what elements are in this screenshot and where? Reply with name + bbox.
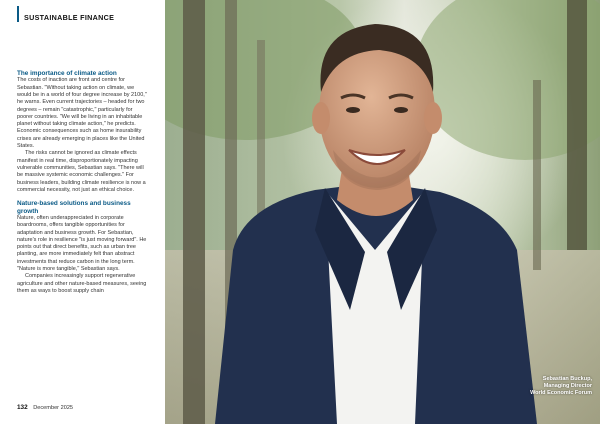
issue-date: December 2025	[33, 405, 74, 411]
portrait-photo	[165, 0, 600, 424]
caption-title: Managing Director	[543, 382, 592, 389]
section-rule	[17, 6, 19, 22]
section-label: SUSTAINABLE FINANCE	[24, 13, 115, 22]
paragraph-3: Nature, often underappreciated in corporate boardrooms, offers tangible opportunities for adaptation and business growth. For Sebastian, nature's role in resilience "is just moving forward". He points out that direct benefits, such as urban tree planting, are more immediately felt than abstract investments that reduce carbon in the long term. "Nature is more tangible," Sebastian says.	[17, 214, 147, 273]
page-footer	[17, 404, 73, 411]
ear-left	[312, 102, 330, 134]
paragraph-2: The risks cannot be ignored as climate effects manifest in real time, disproportionately impacting vulnerable communities, Sebastian says. "There will be massive systemic economic challenges." For business leaders, building climate resilience is now a commercial necessity, not just an ethical choice.	[17, 150, 146, 193]
paragraph-1: The costs of inaction are front and centre for Sebastian. "Without taking action on climate, we would be in a world of four degree increase by 2100," he warns. Even current trajectories – headed for two degrees – remain "catastrophic," particularly for poorer countries. "We will be living in an inhabitable planet without taking climate action," he predicts. Economic consequences such as home insurability crises are already emerging in places like the United States.	[17, 77, 147, 150]
caption-organisation: World Economic Forum	[530, 389, 592, 396]
photo-caption	[472, 376, 592, 396]
portrait-illustration	[165, 0, 600, 424]
ear-right	[424, 102, 442, 134]
caption-name: Sebastian Buckup,	[542, 376, 592, 382]
article-column	[0, 0, 165, 424]
heading-nature-based: Nature-based solutions and business growth	[17, 200, 131, 215]
heading-climate-action: The importance of climate action	[17, 70, 117, 77]
article-body	[17, 70, 147, 295]
page-number: 132	[17, 404, 28, 411]
tree-trunk	[567, 0, 587, 250]
eye-right	[394, 107, 408, 113]
eye-left	[346, 107, 360, 113]
paragraph-4: Companies increasingly support regenerative agriculture and other nature-based measures, seeing them as ways to boost supply chain	[17, 273, 147, 294]
tree-trunk	[533, 80, 541, 270]
tree-trunk	[183, 0, 205, 424]
